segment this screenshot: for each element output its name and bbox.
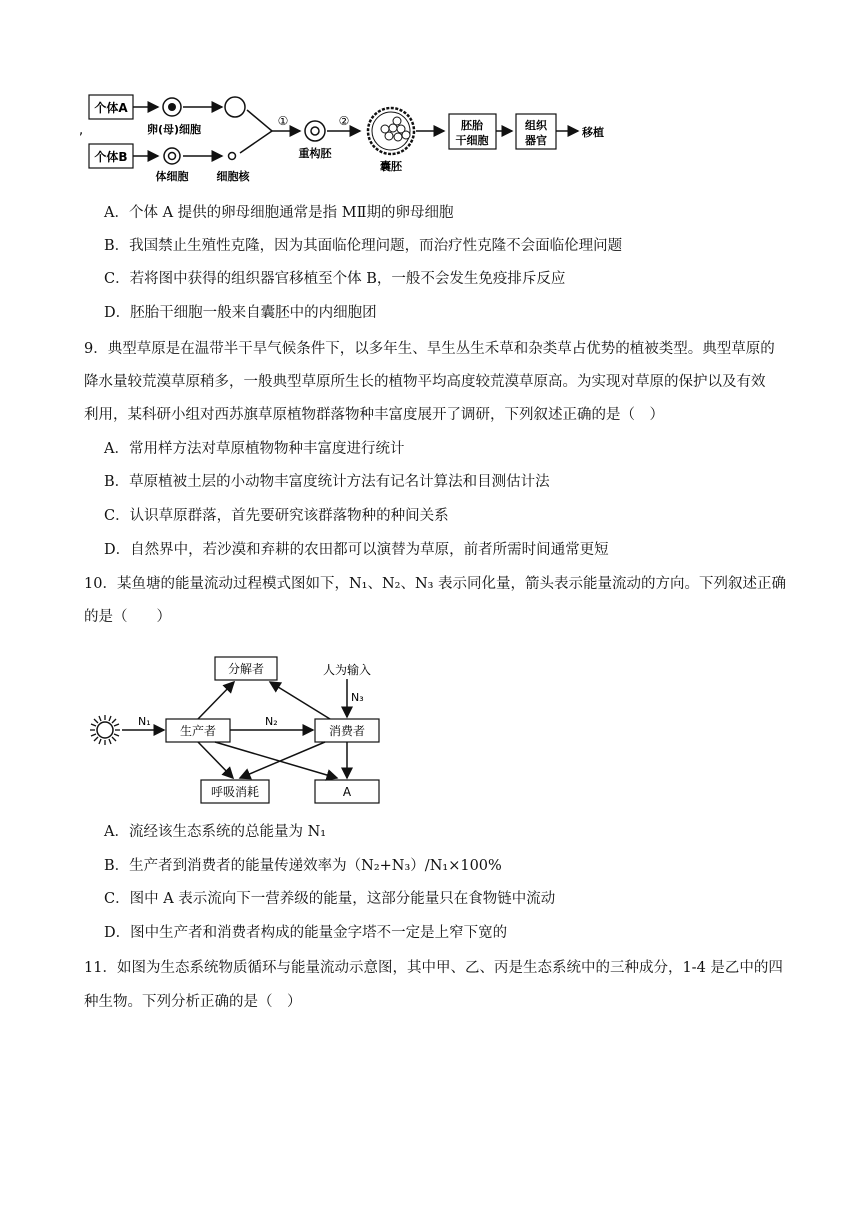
enucleated-oocyte-icon (225, 97, 245, 117)
reconstructed-embryo-label: 重构胚 (298, 147, 332, 160)
blastocyst-icon (368, 108, 414, 154)
nucleus-icon (229, 153, 236, 160)
n1-label: N₁ (138, 715, 151, 728)
sun-icon (90, 715, 120, 745)
tissue-label-1: 组织 (525, 119, 547, 132)
q9-option-b: B．草原植被土层的小动物丰富度统计方法有记名计算法和目测估计法 (104, 474, 550, 490)
q11-stem-line-1: 11．如图为生态系统物质循环与能量流动示意图，其中甲、乙、丙是生态系统中的三种成分，1-4 是乙中的四 (84, 960, 783, 976)
decomposer-label: 分解者 (227, 662, 265, 676)
q9-option-d: D．自然界中，若沙漠和弃耕的农田都可以演替为草原，前者所需时间通常更短 (104, 542, 609, 558)
n3-label: N₃ (351, 691, 364, 704)
q10-stem-line-1: 10．某鱼塘的能量流动过程模式图如下，N₁、N₂、N₃ 表示同化量，箭头表示能量流动的方向。下列叙述正确 (84, 576, 787, 592)
cloning-diagram (0, 0, 860, 190)
respiration-label: 呼吸消耗 (210, 785, 260, 799)
step1-label: ① (277, 114, 289, 128)
consumer-label: 消费者 (328, 724, 366, 738)
blastocyst-label: 囊胚 (380, 160, 402, 173)
q8-option-d: D．胚胎干细胞一般来自囊胚中的内细胞团 (104, 305, 377, 321)
individual-a-label: 个体A (94, 101, 128, 115)
oocyte-label: 卵(母)细胞 (146, 123, 202, 136)
q10-option-b: B．生产者到消费者的能量传递效率为（N₂+N₃）/N₁×100% (104, 858, 502, 874)
a-box-label: A (342, 785, 352, 799)
q9-stem-line-3: 利用，某科研小组对西苏旗草原植物群落物种丰富度展开了调研，下列叙述正确的是（ ） (84, 407, 664, 423)
q10-stem-line-2: 的是（ ） (84, 609, 171, 625)
q10-option-c: C．图中 A 表示流向下一营养级的能量，这部分能量只在食物链中流动 (104, 891, 556, 907)
q11-stem-line-2: 种生物。下列分析正确的是（ ） (84, 994, 302, 1010)
q9-option-c: C．认识草原群落，首先要研究该群落物种的种间关系 (104, 508, 449, 524)
tissue-label-2: 器官 (525, 134, 547, 147)
transplant-label: 移植 (582, 126, 604, 139)
individual-b-label: 个体B (94, 150, 128, 164)
somatic-cell-label: 体细胞 (155, 170, 189, 183)
q8-option-a: A．个体 A 提供的卵母细胞通常是指 MⅡ期的卵母细胞 (104, 205, 454, 221)
human-input-label: 人为输入 (322, 663, 372, 677)
energy-flow-diagram (0, 645, 860, 825)
n2-label: N₂ (265, 715, 278, 728)
q9-stem-line-2: 降水量较荒漠草原稍多，一般典型草原所生长的植物平均高度较荒漠草原高。为实现对草原的保护以及有效 (84, 374, 766, 390)
embryonic-stem-label-1: 胚胎 (461, 119, 483, 132)
q9-stem-line-1: 9．典型草原是在温带半干旱气候条件下，以多年生、旱生丛生禾草和杂类草占优势的植被类型。典型草原的 (84, 341, 775, 357)
nucleus-label: 细胞核 (216, 170, 250, 183)
q10-option-a: A．流经该生态系统的总能量为 N₁ (104, 824, 327, 840)
step2-label: ② (338, 114, 350, 128)
stray-comma: , (79, 123, 84, 138)
q9-option-a: A．常用样方法对草原植物物种丰富度进行统计 (104, 441, 405, 457)
producer-label: 生产者 (179, 724, 217, 738)
q8-option-c: C．若将图中获得的组织器官移植至个体 B，一般不会发生免疫排斥反应 (104, 271, 566, 287)
embryonic-stem-label-2: 干细胞 (455, 134, 489, 147)
q8-option-b: B．我国禁止生殖性克隆，因为其面临伦理问题，而治疗性克隆不会面临伦理问题 (104, 238, 623, 254)
q10-option-d: D．图中生产者和消费者构成的能量金字塔不一定是上窄下宽的 (104, 925, 508, 941)
